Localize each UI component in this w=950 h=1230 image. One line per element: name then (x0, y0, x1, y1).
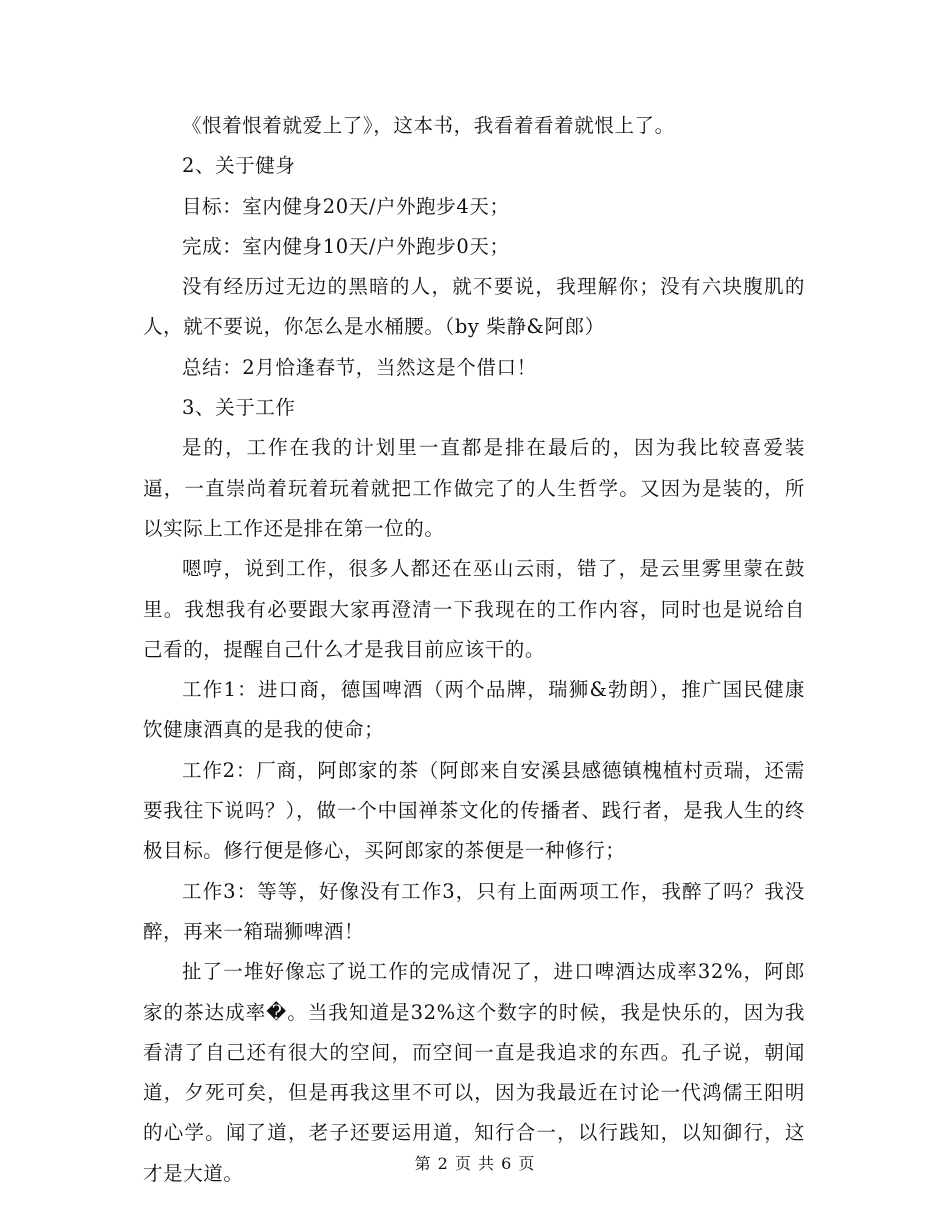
paragraph-work-2: 工作2：厂商，阿郎家的茶（阿郎来自安溪县感德镇槐植村贡瑞，还需要我往下说吗？），做一个中国禅茶文化的传播者、践行者，是我人生的终极目标。修行便是修心，买阿郎家的茶便是一种修行； (143, 758, 805, 863)
paragraph-work-1: 工作1：进口商，德国啤酒（两个品牌，瑞狮&勃朗），推广国民健康饮健康酒真的是我的使命； (143, 678, 805, 742)
body-text (143, 106, 805, 1194)
footer-prefix: 第 (414, 1154, 432, 1173)
paragraph-book-remark: 《恨着恨着就爱上了》，这本书，我看着看着就恨上了。 (182, 114, 675, 137)
paragraph-work-intro: 是的，工作在我的计划里一直都是排在最后的，因为我比较喜爱装逼，一直崇尚着玩着玩着就把工作做完了的人生哲学。又因为是装的，所以实际上工作还是排在第一位的。 (143, 436, 805, 540)
paragraph-work-progress: 扯了一堆好像忘了说工作的完成情况了，进口啤酒达成率32%，阿郎家的茶达成率�。当我知道是32%这个数字的时候，我是快乐的，因为我看清了自己还有很大的空间，而空间一直是我追求的东西。孔子说，朝闻道，夕死可矣，但是再我这里不可以，因为我最近在讨论一代鸿儒王阳明的心学。闻了道，老子还要运用道，知行合一，以行践知，以知御行，这才是大道。 (143, 960, 805, 1185)
footer-middle: 页 共 (454, 1154, 496, 1173)
heading-work: 3、关于工作 (182, 396, 296, 420)
footer-suffix: 页 (518, 1154, 536, 1173)
heading-fitness: 2、关于健身 (182, 154, 296, 178)
paragraph-work-3: 工作3：等等，好像没有工作3，只有上面两项工作，我醉了吗？我没醉，再来一箱瑞狮啤酒！ (143, 879, 805, 943)
footer-total-pages: 6 (501, 1154, 513, 1173)
paragraph-fitness-done: 完成：室内健身10天/户外跑步0天； (182, 234, 510, 258)
footer-current-page: 2 (437, 1154, 449, 1173)
paragraph-work-clarify: 嗯哼，说到工作，很多人都还在巫山云雨，错了，是云里雾里蒙在鼓里。我想我有必要跟大家再澄清一下我现在的工作内容，同时也是说给自己看的，提醒自己什么才是我目前应该干的。 (143, 557, 805, 661)
paragraph-fitness-summary: 总结：2月恰逢春节，当然这是个借口！ (182, 355, 537, 379)
paragraph-quote: 没有经历过无边的黑暗的人，就不要说，我理解你；没有六块腹肌的人，就不要说，你怎么是水桶腰。（by 柴静&阿郎） (143, 275, 805, 339)
page-footer (0, 1151, 950, 1174)
paragraph-fitness-goal: 目标：室内健身20天/户外跑步4天； (182, 194, 510, 218)
